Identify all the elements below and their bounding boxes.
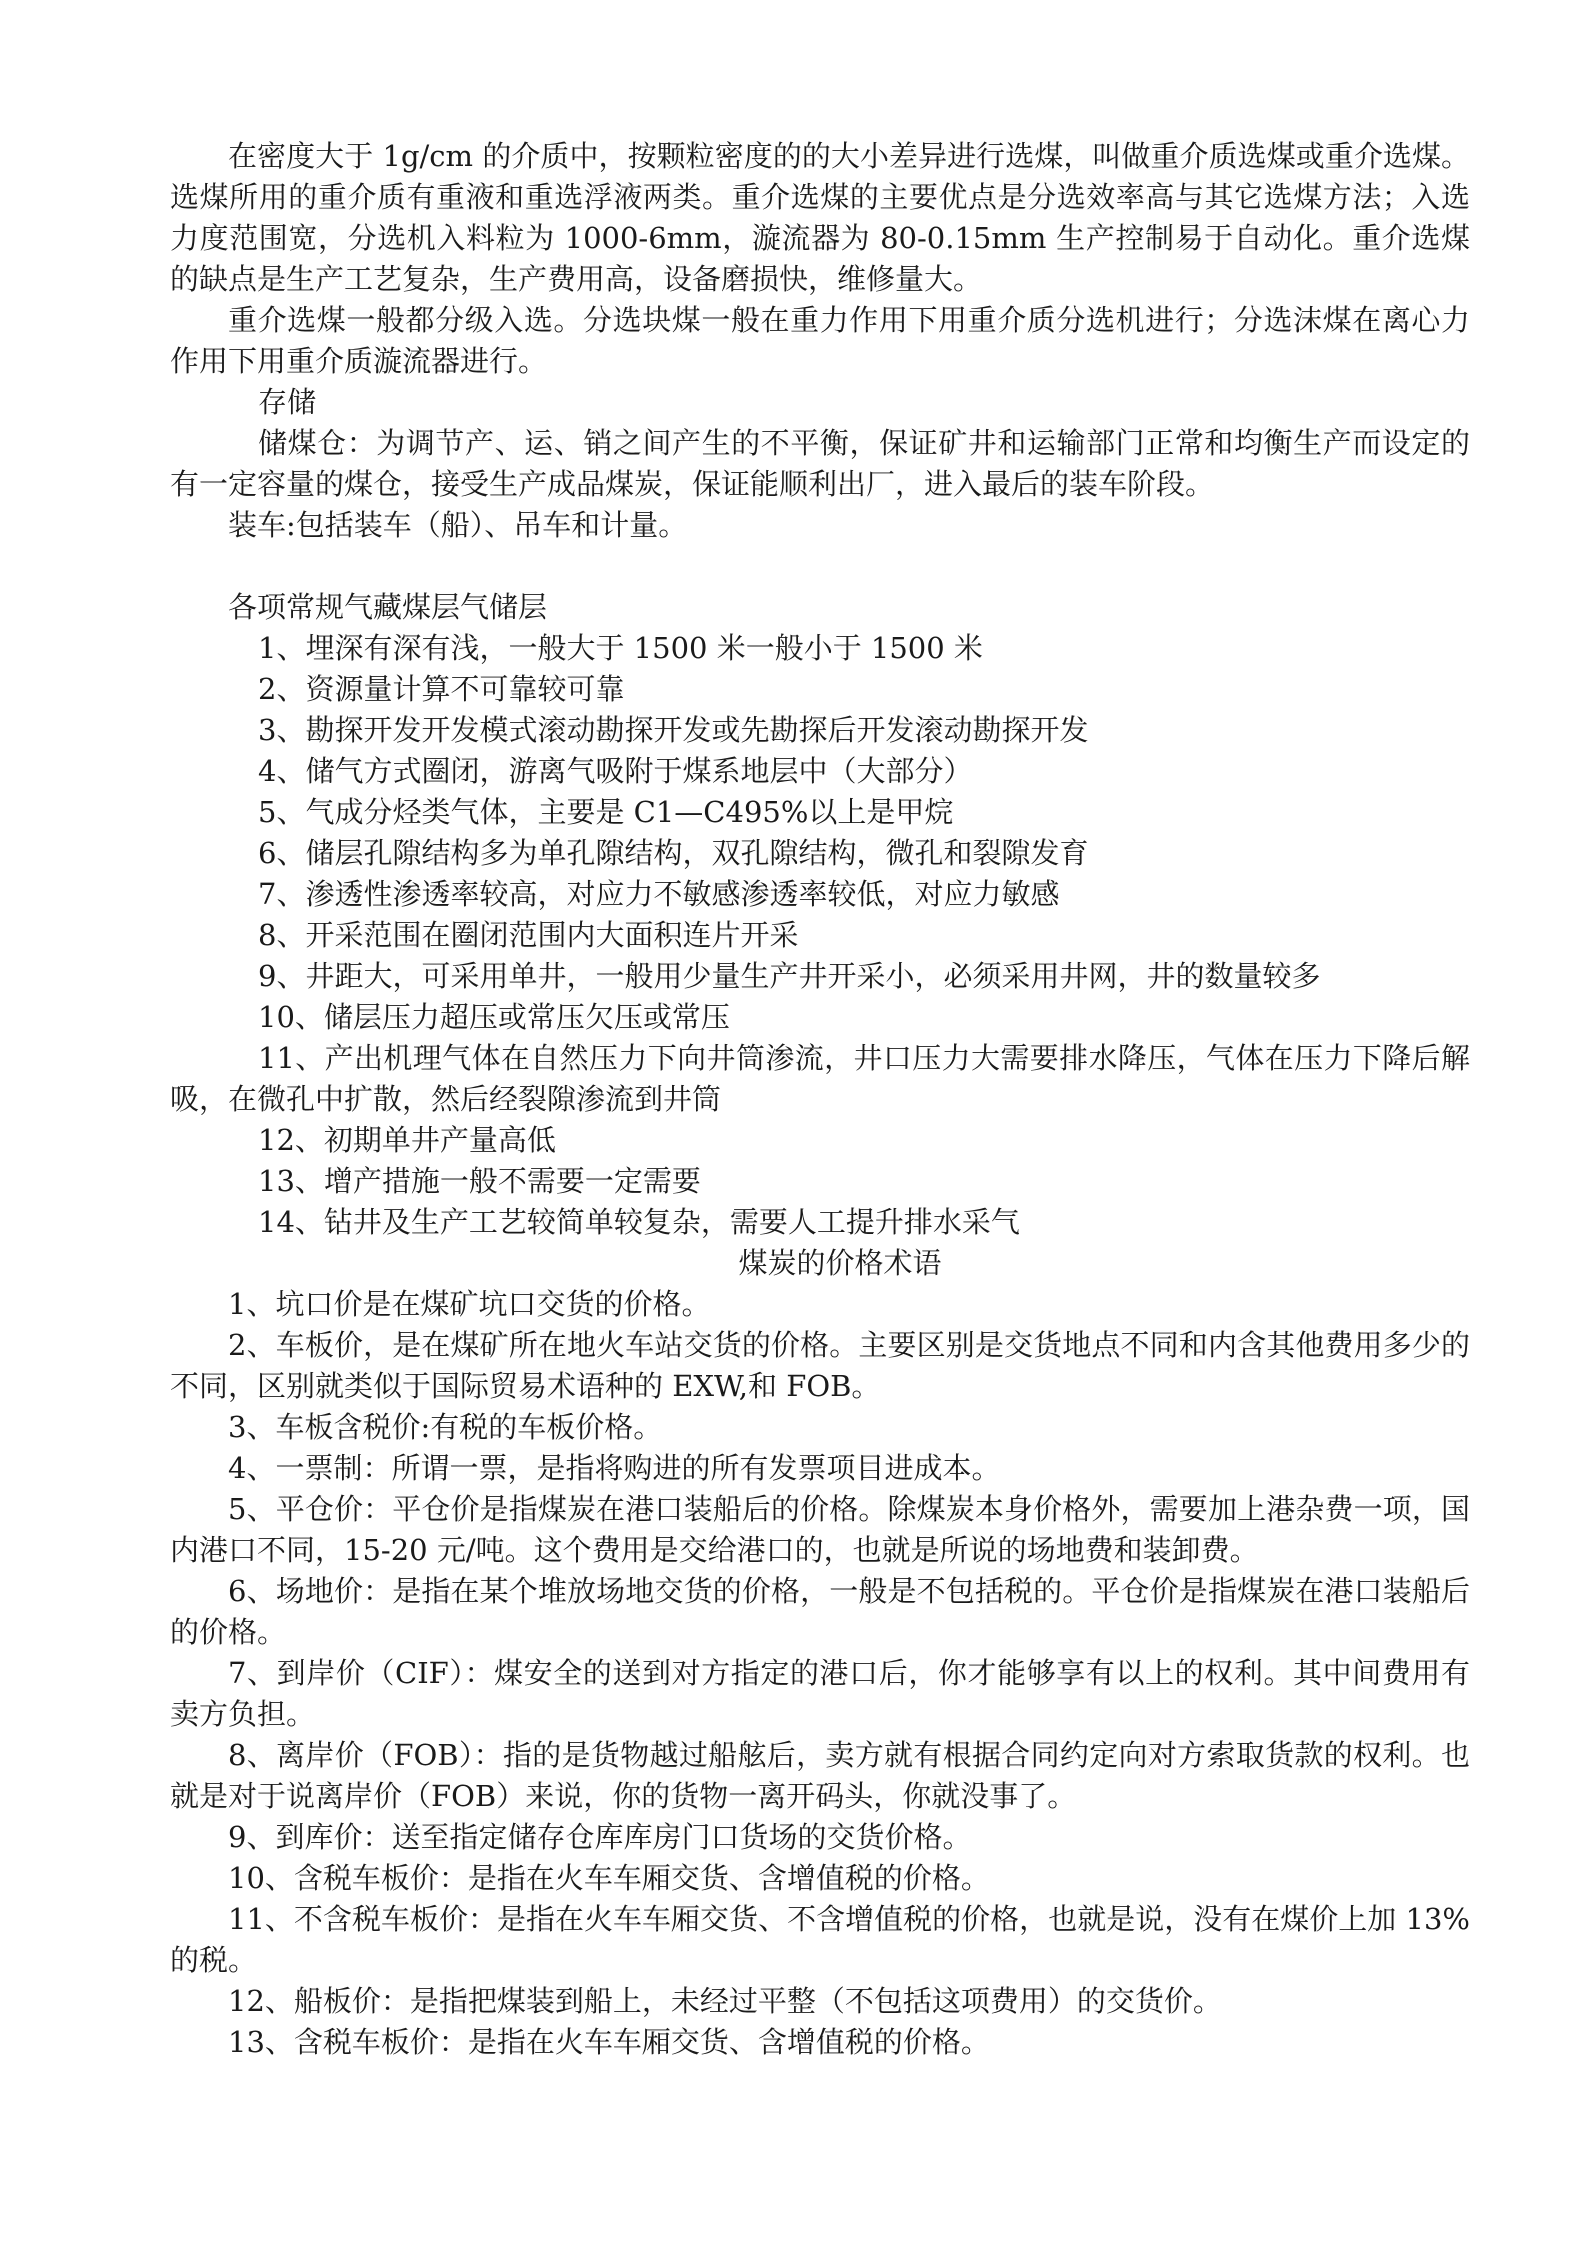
list-item: 13、增产措施一般不需要一定需要 <box>258 1164 701 1198</box>
price-term: 4、一票制：所谓一票，是指将购进的所有发票项目进成本。 <box>228 1451 1001 1485</box>
price-term: 2、车板价，是在煤矿所在地火车站交货的价格。主要区别是交货地点不同和内含其他费用多少的不同，区别就类似于国际贸易术语种的 EXW,和 FOB。 <box>170 1328 1470 1403</box>
storage-heading: 存储 <box>258 385 317 419</box>
price-term: 8、离岸价（FOB）：指的是货物越过船舷后，卖方就有根据合同约定向对方索取货款的权利。也就是对于说离岸价（FOB）来说，你的货物一离开码头，你就没事了。 <box>170 1738 1470 1813</box>
price-terms-heading: 煤炭的价格术语 <box>738 1246 942 1280</box>
price-terms-list <box>170 1284 1470 2063</box>
heavy-media-paragraph-2: 重介选煤一般都分级入选。分选块煤一般在重力作用下用重介质分选机进行；分选沫煤在离心力作用下用重介质漩流器进行。 <box>170 303 1470 378</box>
heavy-media-paragraph-1: 在密度大于 1g/cm 的介质中，按颗粒密度的的大小差异进行选煤，叫做重介质选煤或重介选煤。选煤所用的重介质有重液和重选浮液两类。重介选煤的主要优点是分选效率高与其它选煤方法；入选力度范围宽，分选机入料粒为 1000-6mm，漩流器为 80-0.15mm 生产控制易于自动化。重介选煤的缺点是生产工艺复杂，生产费用高，设备磨损快，维修量大。 <box>170 139 1470 296</box>
list-item: 1、埋深有深有浅，一般大于 1500 米一般小于 1500 米 <box>258 631 983 665</box>
blank-line <box>170 546 1470 587</box>
price-term: 7、到岸价（CIF）：煤安全的送到对方指定的港口后，你才能够享有以上的权利。其中间费用有卖方负担。 <box>170 1656 1470 1731</box>
price-term: 1、坑口价是在煤矿坑口交货的价格。 <box>228 1287 711 1321</box>
price-term: 10、含税车板价：是指在火车车厢交货、含增值税的价格。 <box>228 1861 990 1895</box>
price-term: 9、到库价：送至指定储存仓库库房门口货场的交货价格。 <box>228 1820 972 1854</box>
loading-line: 装车:包括装车（船）、吊车和计量。 <box>228 508 688 542</box>
price-term: 5、平仓价：平仓价是指煤炭在港口装船后的价格。除煤炭本身价格外，需要加上港杂费一项，国内港口不同，15-20 元/吨。这个费用是交给港口的，也就是所说的场地费和装卸费。 <box>170 1492 1470 1567</box>
list-item: 14、钻井及生产工艺较简单较复杂，需要人工提升排水采气 <box>258 1205 1020 1239</box>
price-term: 13、含税车板价：是指在火车车厢交货、含增值税的价格。 <box>228 2025 990 2059</box>
price-term: 6、场地价：是指在某个堆放场地交货的价格，一般是不包括税的。平仓价是指煤炭在港口装船后的价格。 <box>170 1574 1470 1649</box>
list-item: 6、储层孔隙结构多为单孔隙结构，双孔隙结构，微孔和裂隙发育 <box>258 836 1089 870</box>
storage-paragraph: 储煤仓：为调节产、运、销之间产生的不平衡，保证矿井和运输部门正常和均衡生产而设定的有一定容量的煤仓，接受生产成品煤炭，保证能顺利出厂，进入最后的装车阶段。 <box>170 426 1470 501</box>
list-item: 11、产出机理气体在自然压力下向井筒渗流，井口压力大需要排水降压，气体在压力下降后解吸，在微孔中扩散，然后经裂隙渗流到井筒 <box>170 1041 1470 1116</box>
price-term: 12、船板价：是指把煤装到船上，未经过平整（不包括这项费用）的交货价。 <box>228 1984 1222 2018</box>
list-item: 2、资源量计算不可靠较可靠 <box>258 672 625 706</box>
list-item: 8、开采范围在圈闭范围内大面积连片开采 <box>258 918 799 952</box>
list-item: 9、井距大，可采用单井，一般用少量生产井开采小，必须采用井网，井的数量较多 <box>258 959 1321 993</box>
list-item: 3、勘探开发开发模式滚动勘探开发或先勘探后开发滚动勘探开发 <box>258 713 1089 747</box>
price-term: 11、不含税车板价：是指在火车车厢交货、不含增值税的价格，也就是说，没有在煤价上加 13%的税。 <box>170 1902 1470 1977</box>
price-term: 3、车板含税价:有税的车板价格。 <box>228 1410 663 1444</box>
list-item: 5、气成分烃类气体，主要是 C1—C495%以上是甲烷 <box>258 795 954 829</box>
document-page <box>170 136 1470 2063</box>
gas-reservoir-heading: 各项常规气藏煤层气储层 <box>228 590 548 624</box>
list-item: 10、储层压力超压或常压欠压或常压 <box>258 1000 730 1034</box>
list-item: 12、初期单井产量高低 <box>258 1123 556 1157</box>
gas-reservoir-list <box>170 628 1470 1243</box>
list-item: 4、储气方式圈闭，游离气吸附于煤系地层中（大部分） <box>258 754 973 788</box>
list-item: 7、渗透性渗透率较高，对应力不敏感渗透率较低，对应力敏感 <box>258 877 1060 911</box>
